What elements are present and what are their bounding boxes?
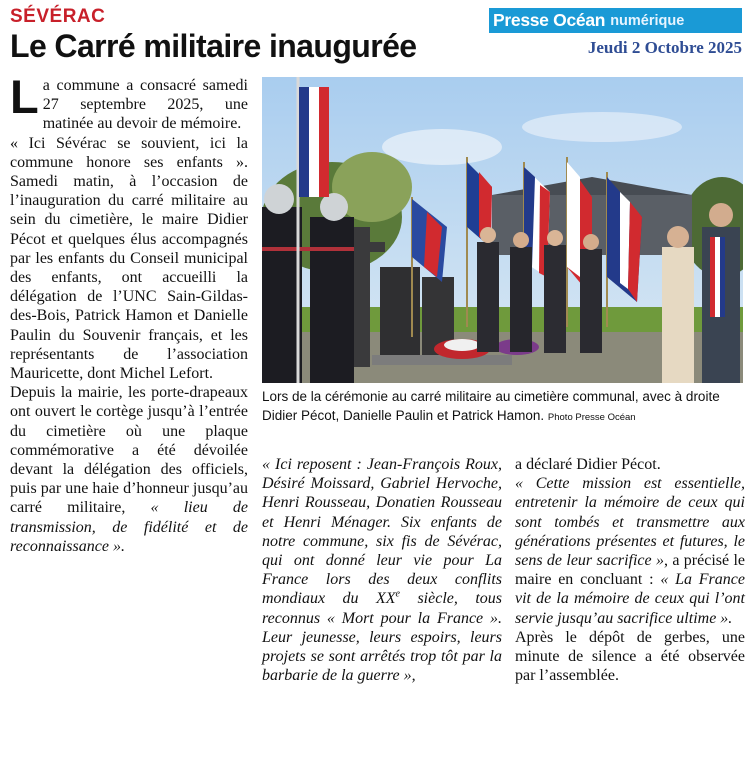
- quote-paragraph: [262, 455, 502, 685]
- brand-sub: numérique: [610, 12, 685, 29]
- lead-text: a commune a consacré samedi 27 septembre 2025, une matinée au devoir de mémoire.: [42, 77, 248, 133]
- publication-logo: [489, 8, 742, 33]
- quote-text-a: « Ici reposent : Jean-François Roux, Désiré Moissard, Gabriel Hervoche, Henri Rousseau, Donatien Rousseau et Henri Ménager. Six enfants de notre commune, six fis de Sévérac, qui ont donné leur vie pour La France lors des deux conflits mondiaux du XX: [262, 456, 502, 608]
- photo-caption: [262, 387, 746, 427]
- paragraph-text: , a précisé le maire en concluant :: [515, 552, 745, 589]
- brand-main: Presse Océan: [493, 10, 606, 30]
- article-paragraph: [10, 70, 248, 134]
- paragraph-text: Depuis la mairie, les porte-drapeaux ont ouvert le cortège jusqu’à l’entrée du cimetière où une plaque commémorative a été dévoilée devant la délégation des officiels, puis par une haie d’honneur jusqu’au carré militaire,: [10, 384, 248, 517]
- article-paragraph: [515, 474, 745, 628]
- italic-quote: « lieu de transmission, de fidélité et de reconnaissance ».: [10, 499, 248, 555]
- quote-text-b: siècle, tous reconnus « Mort pour la France ». Leur jeunesse, leurs espoirs, leurs projets se sont arrêtés trop tôt par la barbarie de la guerre »,: [262, 590, 502, 685]
- headline: Le Carré militaire inaugurée: [10, 28, 417, 64]
- century-superscript: e: [395, 589, 400, 601]
- article-paragraph: [10, 383, 248, 556]
- article-column-2: [262, 455, 502, 685]
- italic-quote: « La France vit de la mémoire de ceux qui l’ont servie jusqu’au sacrifice ultime ».: [515, 571, 745, 627]
- article-column-1: [10, 70, 248, 556]
- drop-cap: L: [10, 70, 39, 123]
- article-paragraph: a déclaré Didier Pécot.: [515, 456, 661, 473]
- ceremony-photo-illustration: [262, 77, 743, 383]
- issue-date: Jeudi 2 Octobre 2025: [587, 38, 742, 57]
- italic-quote: « Cette mission est essentielle, entretenir la mémoire de ceux qui sont tombés et transmettre aux générations présentes et futures, le sens de leur sacrifice »: [515, 475, 745, 570]
- article-paragraph: Après le dépôt de gerbes, une minute de silence a été observée par l’assemblée.: [515, 628, 745, 685]
- photo-credit: Photo Presse Océan: [547, 412, 636, 423]
- section-kicker: SÉVÉRAC: [10, 6, 106, 27]
- article-paragraph: « Ici Sévérac se souvient, ici la commune honore ses enfants ». Samedi matin, à l’occasion de l’inauguration du carré militaire au sein du cimetière, le maire Didier Pécot et quelques élus accompagnés par les enfants du Conseil municipal des enfants, ont accueilli la délégation de l’UNC Sain-Gildas-des-Bois, Patrick Hamon et Danielle Paulin du Souvenir français, et les représentants de l’association Mauricette, dont Michel Lefort.: [10, 134, 248, 383]
- caption-text: Lors de la cérémonie au carré militaire au cimetière communal, avec à droite Didier Pécot, Danielle Paulin et Patrick Hamon.: [262, 389, 720, 423]
- ceremony-photo: [262, 77, 743, 383]
- article-column-3: [515, 455, 745, 685]
